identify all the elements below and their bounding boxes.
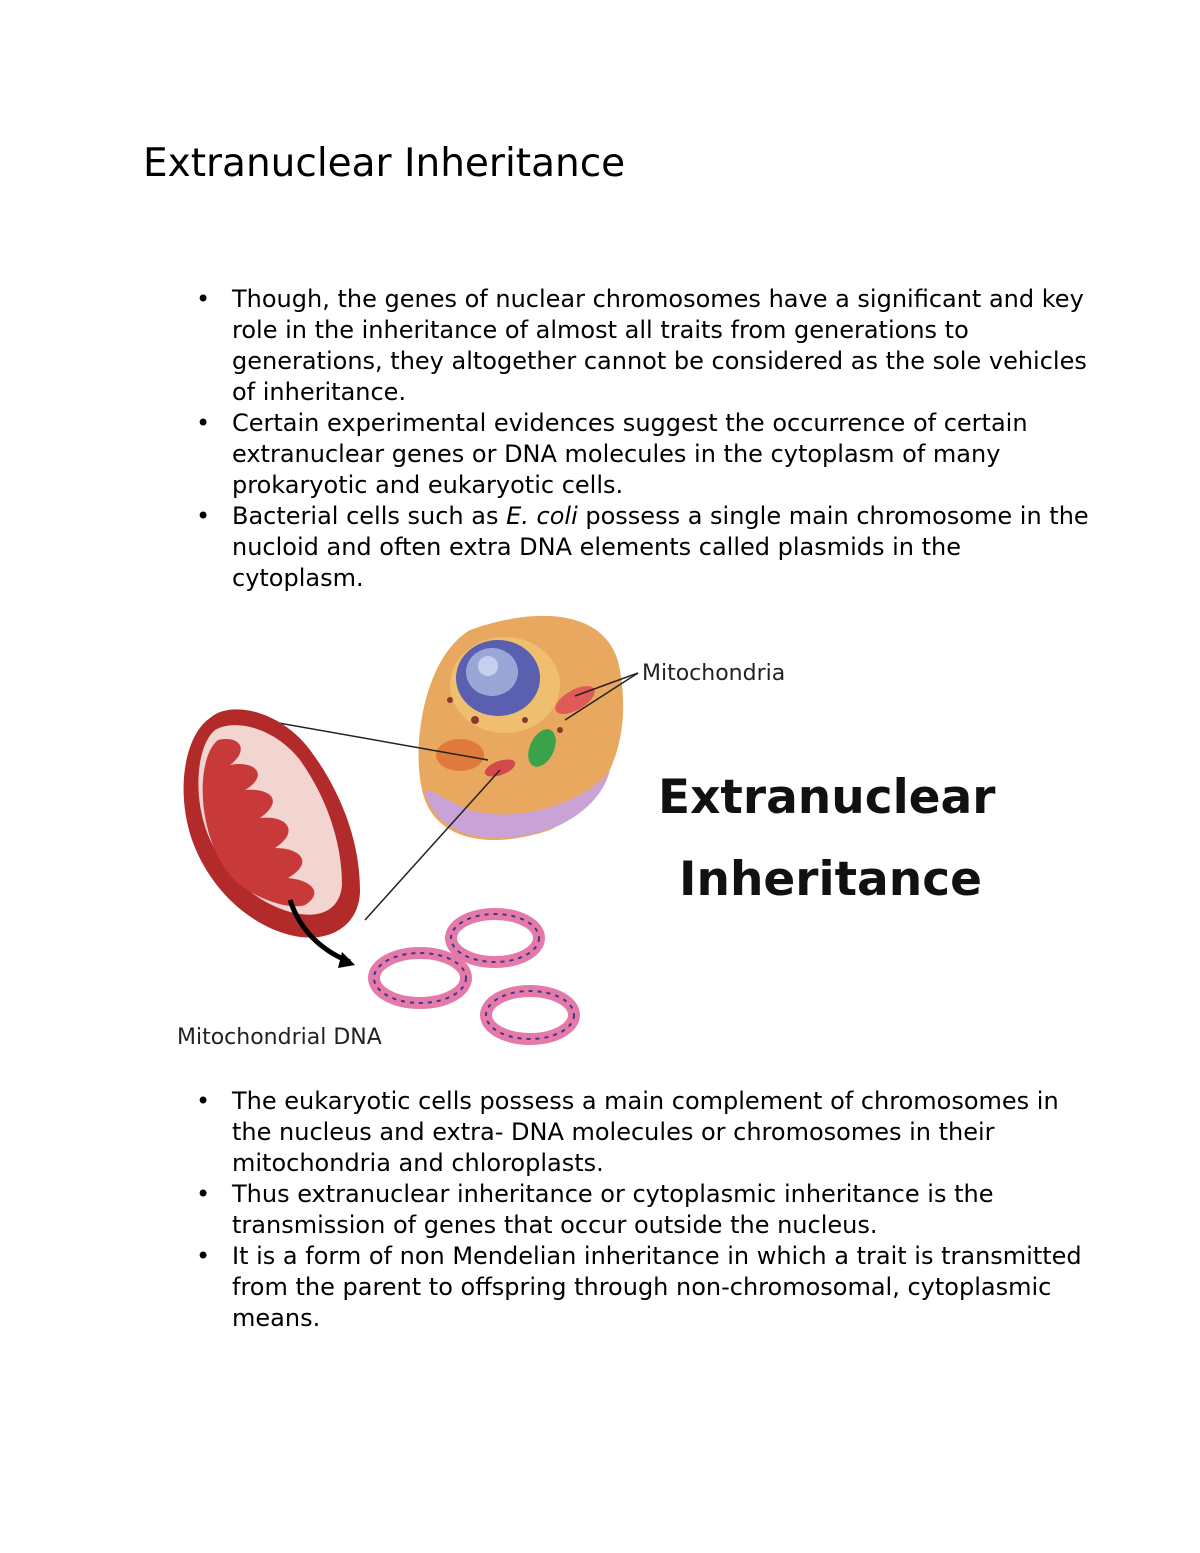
mitochondrion-illustration — [184, 709, 360, 968]
bullet-text-italic: E. coli — [506, 502, 578, 530]
bullet-dot: • — [196, 409, 211, 437]
label-mitochondria: Mitochondria — [642, 661, 786, 686]
cell-illustration — [419, 616, 624, 840]
label-mitochondrial-dna: Mitochondrial DNA — [177, 1025, 382, 1050]
figure-heading-line2: Inheritance — [679, 852, 982, 907]
figure-heading-line1: Extranuclear — [658, 770, 996, 825]
bullet-dot: • — [196, 1242, 211, 1270]
bullet-item — [196, 408, 1096, 501]
bullet-text: Thus extranuclear inheritance or cytoplasmic inheritance is the transmission of genes that occur outside the nucleus. — [232, 1180, 994, 1239]
extranuclear-figure — [170, 600, 1000, 1060]
bullet-text: Certain experimental evidences suggest the occurrence of certain extranuclear genes or DNA molecules in the cytoplasm of many prokaryotic and eukaryotic cells. — [232, 409, 1028, 499]
bullet-text: It is a form of non Mendelian inheritance in which a trait is transmitted from the parent to offspring through non-chromosomal, cytoplasmic means. — [232, 1242, 1082, 1332]
dna-rings — [374, 914, 574, 1039]
page-title: Extranuclear Inheritance — [143, 141, 626, 186]
bullet-text: possess a single main chromosome in the nucloid and often extra DNA elements called plasmids in the cytoplasm. — [232, 502, 1089, 592]
bullet-dot: • — [196, 285, 211, 313]
bullet-dot: • — [196, 502, 211, 530]
bullet-list-top — [196, 284, 1096, 594]
bullet-item — [196, 284, 1096, 408]
bullet-dot: • — [196, 1180, 211, 1208]
bullet-text: Bacterial cells such as — [232, 502, 507, 530]
bullet-list-bottom — [196, 1086, 1096, 1334]
bullet-dot: • — [196, 1087, 211, 1115]
bullet-item — [196, 501, 1096, 594]
bullet-item — [196, 1086, 1096, 1179]
bullet-item — [196, 1179, 1096, 1241]
bullet-item — [196, 1241, 1096, 1334]
bullet-text: Though, the genes of nuclear chromosomes have a significant and key role in the inheritance of almost all traits from generations to generations, they altogether cannot be considered as the sole vehicles of inheritance. — [232, 285, 1087, 406]
bullet-text: The eukaryotic cells possess a main complement of chromosomes in the nucleus and extra- DNA molecules or chromosomes in their mitochondria and chloroplasts. — [232, 1087, 1059, 1177]
